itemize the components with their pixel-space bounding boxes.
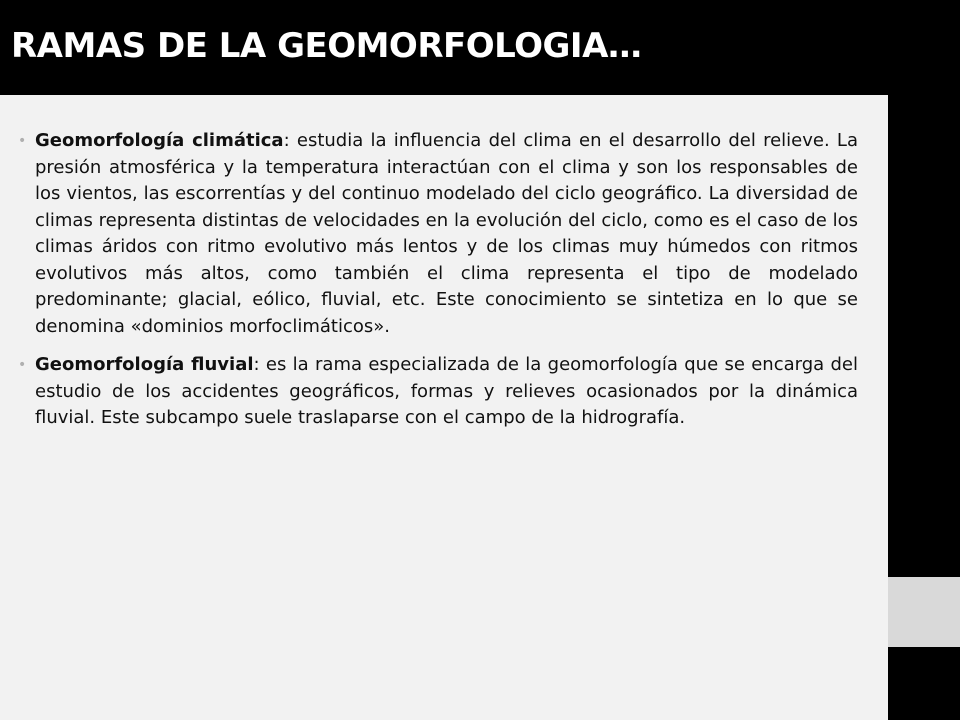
bullet-item-climatica: [18, 128, 858, 340]
bullet-text: : es la rama especializada de la geomorfología que se encarga del estudio de los accidentes geográficos, formas y relieves ocasionados por la dinámica fluvial. Este subcampo suele traslaparse con el campo de la hidrografía.: [35, 354, 858, 428]
title-bar: [0, 0, 960, 95]
bullet-text: : estudia la influencia del clima en el desarrollo del relieve. La presión atmosférica y la temperatura interactúan con el clima y son los responsables de los vientos, las escorrentías y del continuo modelado del ciclo geográfico. La diversidad de climas representa distintas de velocidades en la evolución del ciclo, como es el caso de los climas áridos con ritmo evolutivo más lentos y de los climas muy húmedos con ritmos evolutivos más altos, como también el clima representa el tipo de modelado predominante; glacial, eólico, fluvial, etc. Este conocimiento se sintetiza en lo que se denomina «dominios morfoclimáticos».: [35, 130, 858, 337]
bullet-dot-icon: •: [18, 357, 27, 373]
side-accent-block: [888, 577, 960, 647]
bullet-list: [18, 128, 858, 444]
bullet-dot-icon: •: [18, 133, 27, 149]
slide-title: RAMAS DE LA GEOMORFOLOGIA…: [11, 26, 642, 66]
bullet-item-fluvial: [18, 352, 858, 432]
bullet-term: Geomorfología climática: [35, 130, 284, 151]
bullet-term: Geomorfología fluvial: [35, 354, 254, 375]
